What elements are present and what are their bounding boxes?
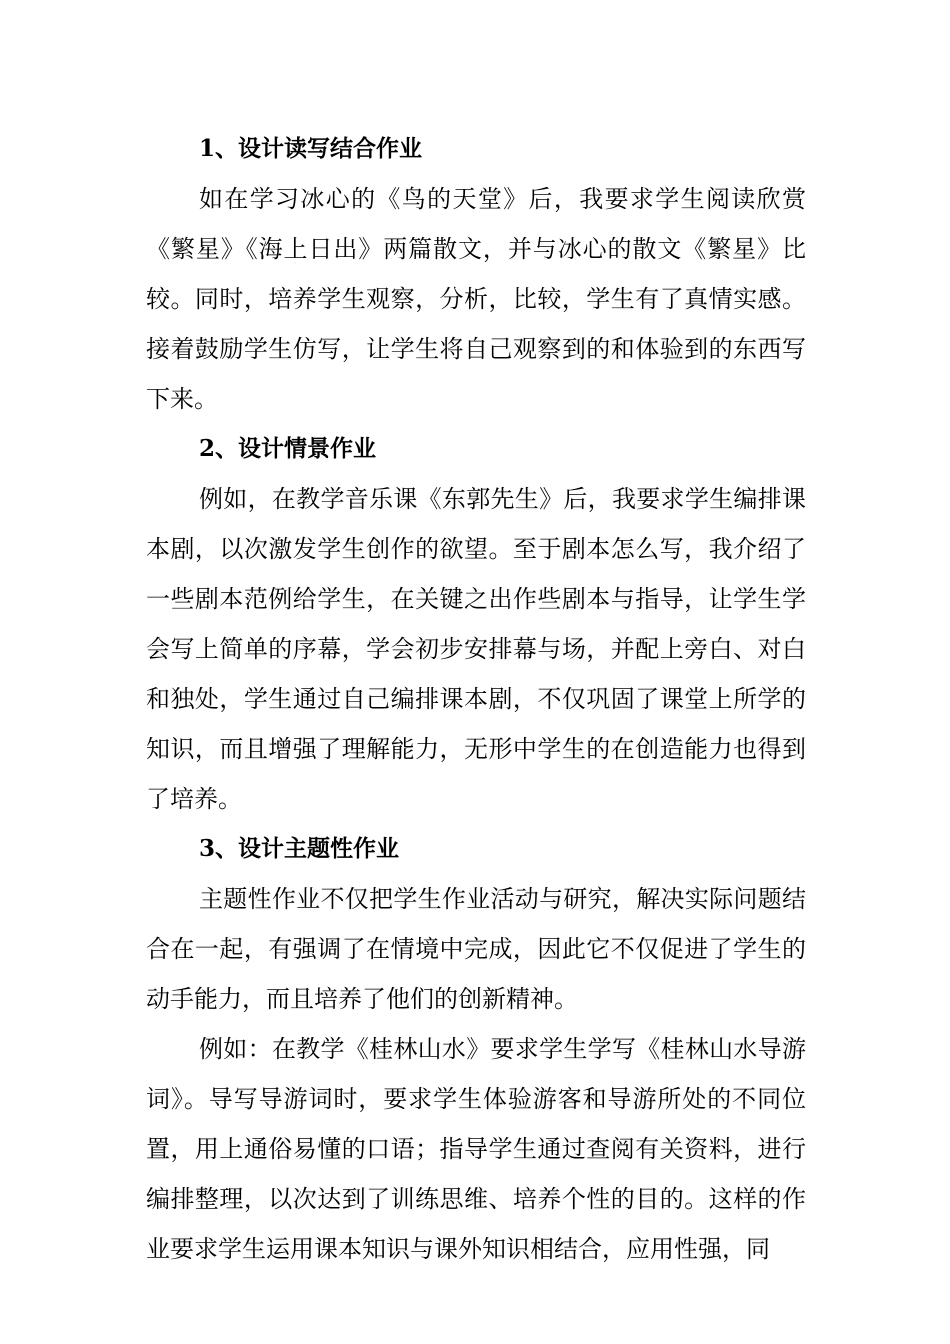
section-heading-3: 3、设计主题性作业 [199,835,400,862]
paragraph-1: 如在学习冰心的《鸟的天堂》后，我要求学生阅读欣赏《繁星》《海上日出》两篇散文，并与冰心的散文《繁星》比较。同时，培养学生观察，分析，比较，学生有了真情实感。接着鼓励学生仿写，让学生将自己观察到的和体验到的东西写下来。 [146,185,806,413]
paragraph-3: 主题性作业不仅把学生作业活动与研究，解决实际问题结合在一起，有强调了在情境中完成，因此它不仅促进了学生的动手能力，而且培养了他们的创新精神。 [146,885,806,1013]
paragraph-2: 例如，在教学音乐课《东郭先生》后，我要求学生编排课本剧，以次激发学生创作的欲望。至于剧本怎么写，我介绍了一些剧本范例给学生，在关键之出作些剧本与指导，让学生学会写上简单的序幕，学会初步安排幕与场，并配上旁白、对白和独处，学生通过自己编排课本剧，不仅巩固了课堂上所学的知识，而且增强了理解能力，无形中学生的在创造能力也得到了培养。 [146,485,806,813]
section-heading-2: 2、设计情景作业 [199,435,377,462]
section-heading-1: 1、设计读写结合作业 [199,135,423,162]
paragraph-4: 例如：在教学《桂林山水》要求学生学写《桂林山水导游词》。导写导游词时，要求学生体验游客和导游所处的不同位置，用上通俗易懂的口语；指导学生通过查阅有关资料，进行编排整理，以次达到了训练思维、培养个性的目的。这样的作业要求学生运用课本知识与课外知识相结合，应用性强，同 [146,1035,806,1263]
document-body [146,124,806,1274]
